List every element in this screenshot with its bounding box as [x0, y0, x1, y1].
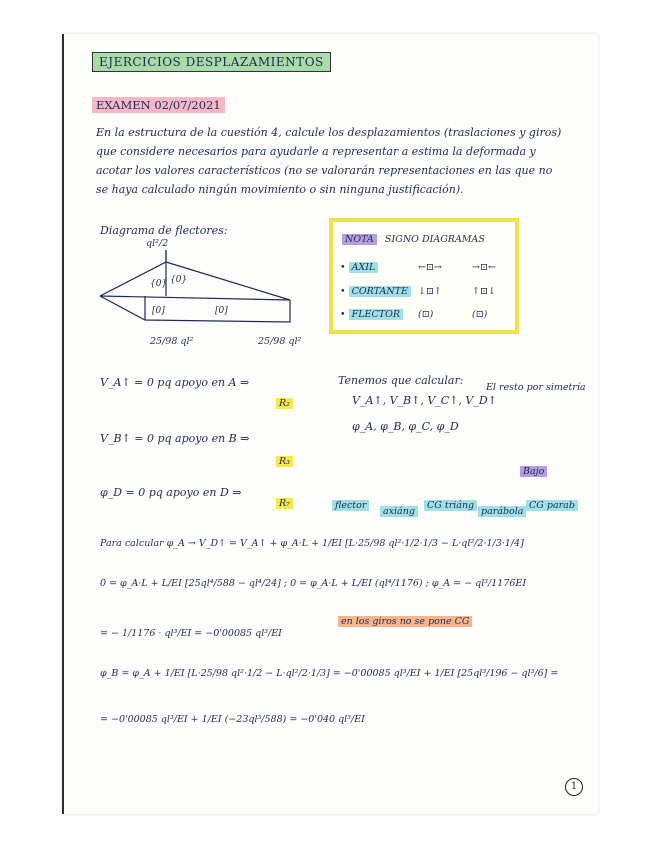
nota-badge: NOTA — [342, 234, 377, 245]
diagram-right-label: 25/98 ql² — [258, 336, 302, 347]
reaction-a: R₂ — [276, 398, 293, 409]
support-a: V_A↑ = 0 pq apoyo en A ⇒ — [100, 376, 250, 389]
reaction-d: R₇ — [276, 498, 293, 509]
intro-line-1: En la estructura de la cuestión 4, calcule los desplazamientos (traslaciones y giros) — [96, 126, 562, 139]
nota-axil-sym1: ←⊡→ — [418, 262, 442, 273]
nota-flector-sym1: (⊡) — [418, 309, 434, 320]
equation-5: = −0'00085 ql³/EI + 1/EI (−23ql³/588) = −0'040 ql³/EI — [100, 714, 365, 725]
svg-text:[0]: [0] — [152, 306, 165, 316]
tag-cgparab: CG parab — [526, 500, 578, 511]
tag-flector: flector — [332, 500, 369, 511]
tag-axial: axiáng — [380, 506, 418, 517]
nota-axil-sym2: →⊡← — [472, 262, 496, 273]
equation-1: Para calcular φ_A → V_D↑ = V_A↑ + φ_A·L + 1/EI [L·25/98 ql²·1/2·1/3 − L·ql²/2·1/3·1/4] — [100, 538, 524, 549]
svg-text:{0}: {0} — [150, 279, 168, 289]
nota-flector-sym2: (⊡) — [472, 309, 488, 320]
page-title: EJERCICIOS DESPLAZAMIENTOS — [92, 52, 331, 72]
nota-heading: SIGNO DIAGRAMAS — [385, 234, 485, 245]
nota-flector: • FLECTOR — [340, 309, 403, 320]
bajo-label: Bajo — [520, 466, 547, 477]
intro-line-3: acotar los valores característicos (no se valorarán representaciones en las que no — [96, 164, 553, 177]
tenemos-line-3: φ_A, φ_B, φ_C, φ_D — [352, 420, 459, 433]
note-cg: en los giros no se pone CG — [338, 616, 472, 627]
page-number: 1 — [565, 778, 583, 796]
svg-text:{0}: {0} — [170, 275, 188, 285]
intro-line-2: que considere necesarios para ayudarle a representar a estima la deformada y — [96, 145, 536, 158]
support-b: V_B↑ = 0 pq apoyo en B ⇒ — [100, 432, 250, 445]
tenemos-line-1: Tenemos que calcular: — [338, 374, 464, 387]
diagram-top-label: ql²/2 — [146, 238, 169, 249]
equation-4: φ_B = φ_A + 1/EI [L·25/98 ql²·1/2 − L·ql²/2·1/3] = −0'00085 ql³/EI + 1/EI [25ql³/196 − ql³/6] = — [100, 668, 559, 679]
nota-axil: • AXIL — [340, 262, 378, 273]
tenemos-rest: El resto por simetría — [486, 382, 586, 393]
diagram-left-label: 25/98 ql² — [150, 336, 194, 347]
svg-text:[0]: [0] — [215, 306, 228, 316]
nota-cortante: • CORTANTE — [340, 286, 411, 297]
equation-3: = − 1/1176 · ql³/EI = −0'00085 ql³/EI — [100, 628, 282, 639]
exam-label: EXAMEN 02/07/2021 — [92, 97, 225, 113]
nota-cortante-sym1: ↓⊡↑ — [418, 286, 442, 297]
nota-cortante-sym2: ↑⊡↓ — [472, 286, 496, 297]
intro-line-4: se haya calculado ningún movimiento o sin ninguna justificación). — [96, 183, 464, 196]
tag-parabola: parábola — [478, 506, 526, 517]
support-d: φ_D = 0 pq apoyo en D ⇒ — [100, 486, 242, 499]
tag-cg: CG triáng — [424, 500, 477, 511]
tenemos-line-2: V_A↑, V_B↑, V_C↑, V_D↑ — [352, 394, 497, 407]
diagram-heading: Diagrama de flectores: — [100, 224, 228, 237]
reaction-b: R₃ — [276, 456, 293, 467]
equation-2: 0 = φ_A·L + L/EI [25ql⁴/588 − ql⁴/24] ; 0 = φ_A·L + L/EI (ql⁴/1176) ; φ_A = − ql³/1176EI — [100, 578, 527, 589]
